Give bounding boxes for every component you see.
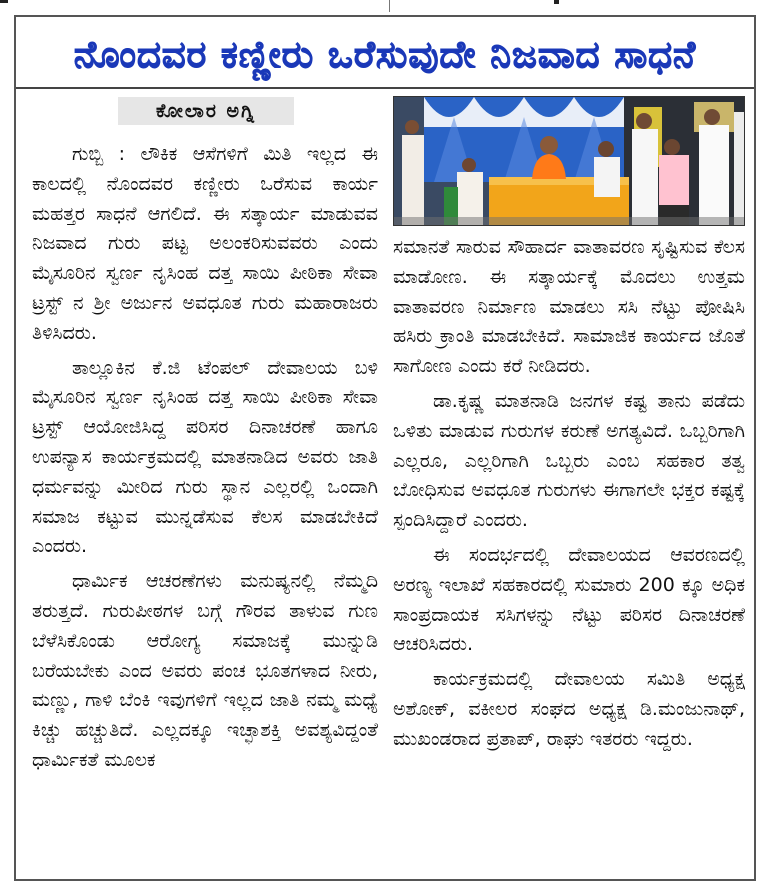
paragraph-7: ಕಾರ್ಯಕ್ರಮದಲ್ಲಿ ದೇವಾಲಯ ಸಮಿತಿ ಅಧ್ಯಕ್ಷ ಅಶೋಕ್, ವಕೀಲರ ಸಂಘದ ಅಧ್ಯಕ್ಷ ಡಿ.ಮಂಜುನಾಥ್, ಮುಖಂಡರಾದ ಪ್ರತಾಪ್, ರಾಘು ಇತರರು ಇದ್ದರು. (393, 668, 745, 750)
event-stage-photo-icon (394, 97, 745, 226)
paragraph-6: ಈ ಸಂದರ್ಭದಲ್ಲಿ ದೇವಾಲಯದ ಆವರಣದಲ್ಲಿ ಅರಣ್ಯ ಇಲಾಖೆ ಸಹಕಾರದಲ್ಲಿ ಸುಮಾರು 200 ಕ್ಕೂ ಅಧಿಕ ಸಾಂಪ್ರದಾಯಕ ಸಸಿಗಳನ್ನು ನೆಟ್ಟು ಪರಿಸರ ದಿನಾಚರಣೆ ಆಚರಿಸಿದರು. (393, 543, 745, 656)
byline: ಕೋಲಾರ ಅಗ್ನಿ (118, 97, 294, 125)
paragraph-1: ಗುಬ್ಬಿ : ಲೌಕಿಕ ಆಸೆಗಳಿಗೆ ಮಿತಿ ಇಲ್ಲದ ಈ ಕಾಲದಲ್ಲಿ ನೊಂದವರ ಕಣ್ಣೀರು ಒರೆಸುವ ಕಾರ್ಯ ಮಹತ್ತರ ಸಾಧನೆ ಆಗಲಿದೆ. ಈ ಸತ್ಕಾರ್ಯ ಮಾಡುವವ ನಿಜವಾದ ಗುರು ಪಟ್ಟ ಅಲಂಕರಿಸುವವರು ಎಂದು ಮೈಸೂರಿನ ಸ್ವರ್ಣ ನೃಸಿಂಹ ದತ್ತ ಸಾಯಿ ಪೀಠಿಕಾ ಸೇವಾ ಟ್ರಸ್ಟ್ ನ ಶ್ರೀ ಅರ್ಜುನ ಅವಧೂತ ಗುರು ಮಹಾರಾಜರು ತಿಳಿಸಿದರು. (32, 143, 378, 344)
paragraph-4: ಸಮಾನತೆ ಸಾರುವ ಸೌಹಾರ್ದ ವಾತಾವರಣ ಸೃಷ್ಟಿಸುವ ಕೆಲಸ ಮಾಡೋಣ. ಈ ಸತ್ಕಾರ್ಯಕ್ಕೆ ಮೊದಲು ಉತ್ತಮ ವಾತಾವರಣ ನಿರ್ಮಾಣ ಮಾಡಲು ಸಸಿ ನೆಟ್ಟು ಪೋಷಿಸಿ ಹಸಿರು ಕ್ರಾಂತಿ ಮಾಡಬೇಕಿದೆ. ಸಾಮಾಜಿಕ ಕಾರ್ಯದ ಜೊತೆ ಸಾಗೋಣ ಎಂದು ಕರೆ ನೀಡಿದರು. (393, 236, 745, 378)
headline-rule (16, 87, 754, 89)
column-separator-top (389, 0, 390, 12)
paragraph-5: ಡಾ.ಕೃಷ್ಣ ಮಾತನಾಡಿ ಜನಗಳ ಕಷ್ಟ ತಾನು ಪಡೆದು ಒಳಿತು ಮಾಡುವ ಗುರುಗಳ ಕರುಣೆ ಅಗತ್ಯವಿದೆ. ಒಬ್ಬರಿಗಾಗಿ ಎಲ್ಲರೂ, ಎಲ್ಲರಿಗಾಗಿ ಒಬ್ಬರು ಎಂಬ ಸಹಕಾರ ತತ್ವ ಬೋಧಿಸುವ ಅವಧೂತ ಗುರುಗಳು ಈಗಾಗಲೇ ಭಕ್ತರ ಕಷ್ಟಕ್ಕೆ ಸ್ಪಂದಿಸಿದ್ದಾರೆ ಎಂದರು. (393, 389, 745, 532)
column-right (393, 233, 745, 760)
headline: ನೊಂದವರ ಕಣ್ಣೀರು ಒರೆಸುವುದೇ ನಿಜವಾದ ಸಾಧನೆ (73, 33, 697, 76)
top-strip-mark-left (0, 0, 8, 3)
column-left (32, 140, 378, 781)
paragraph-3: ಧಾರ್ಮಿಕ ಆಚರಣೆಗಳು ಮನುಷ್ಯನಲ್ಲಿ ನೆಮ್ಮದಿ ತರುತ್ತದೆ. ಗುರುಪೀಠಗಳ ಬಗ್ಗೆ ಗೌರವ ತಾಳುವ ಗುಣ ಬೆಳೆಸಿಕೊಂಡು ಆರೋಗ್ಯ ಸಮಾಜಕ್ಕೆ ಮುನ್ನುಡಿ ಬರೆಯಬೇಕು ಎಂದ ಅವರು ಪಂಚ ಭೂತಗಳಾದ ನೀರು, ಮಣ್ಣು, ಗಾಳಿ ಬೆಂಕಿ ಇವುಗಳಿಗೆ ಇಲ್ಲದ ಜಾತಿ ನಮ್ಮ ಮಧ್ಯೆ ಕಿಚ್ಚು ಹಚ್ಚುತಿದೆ. ಎಲ್ಲದಕ್ಕೂ ಇಚ್ಛಾಶಕ್ತಿ ಅವಶ್ಯವಿದ್ದಂತೆ ಧಾರ್ಮಿಕತೆ ಮೂಲಕ (32, 570, 378, 771)
event-photo (393, 96, 745, 226)
top-strip-mark-right (554, 0, 559, 4)
top-strip (0, 0, 770, 12)
paragraph-2: ತಾಲ್ಲೂಕಿನ ಕೆ.ಜಿ ಟೆಂಪಲ್ ದೇವಾಲಯ ಬಳಿ ಮೈಸೂರಿನ ಸ್ವರ್ಣ ನೃಸಿಂಹ ದತ್ತ ಸಾಯಿ ಪೀಠಿಕಾ ಸೇವಾ ಟ್ರಸ್ಟ್ ಆಯೋಜಿಸಿದ್ದ ಪರಿಸರ ದಿನಾಚರಣೆ ಹಾಗೂ ಉಪನ್ಯಾಸ ಕಾರ್ಯಕ್ರಮದಲ್ಲಿ ಮಾತನಾಡಿದ ಅವರು ಜಾತಿ ಧರ್ಮವನ್ನು ಮೀರಿದ ಗುರು ಸ್ಥಾನ ಎಲ್ಲರಲ್ಲಿ ಒಂದಾಗಿ ಸಮಾಜ ಕಟ್ಟುವ ಮುನ್ನಡೆಸುವ ಕೆಲಸ ಮಾಡಬೇಕಿದೆ ಎಂದರು. (32, 356, 378, 558)
